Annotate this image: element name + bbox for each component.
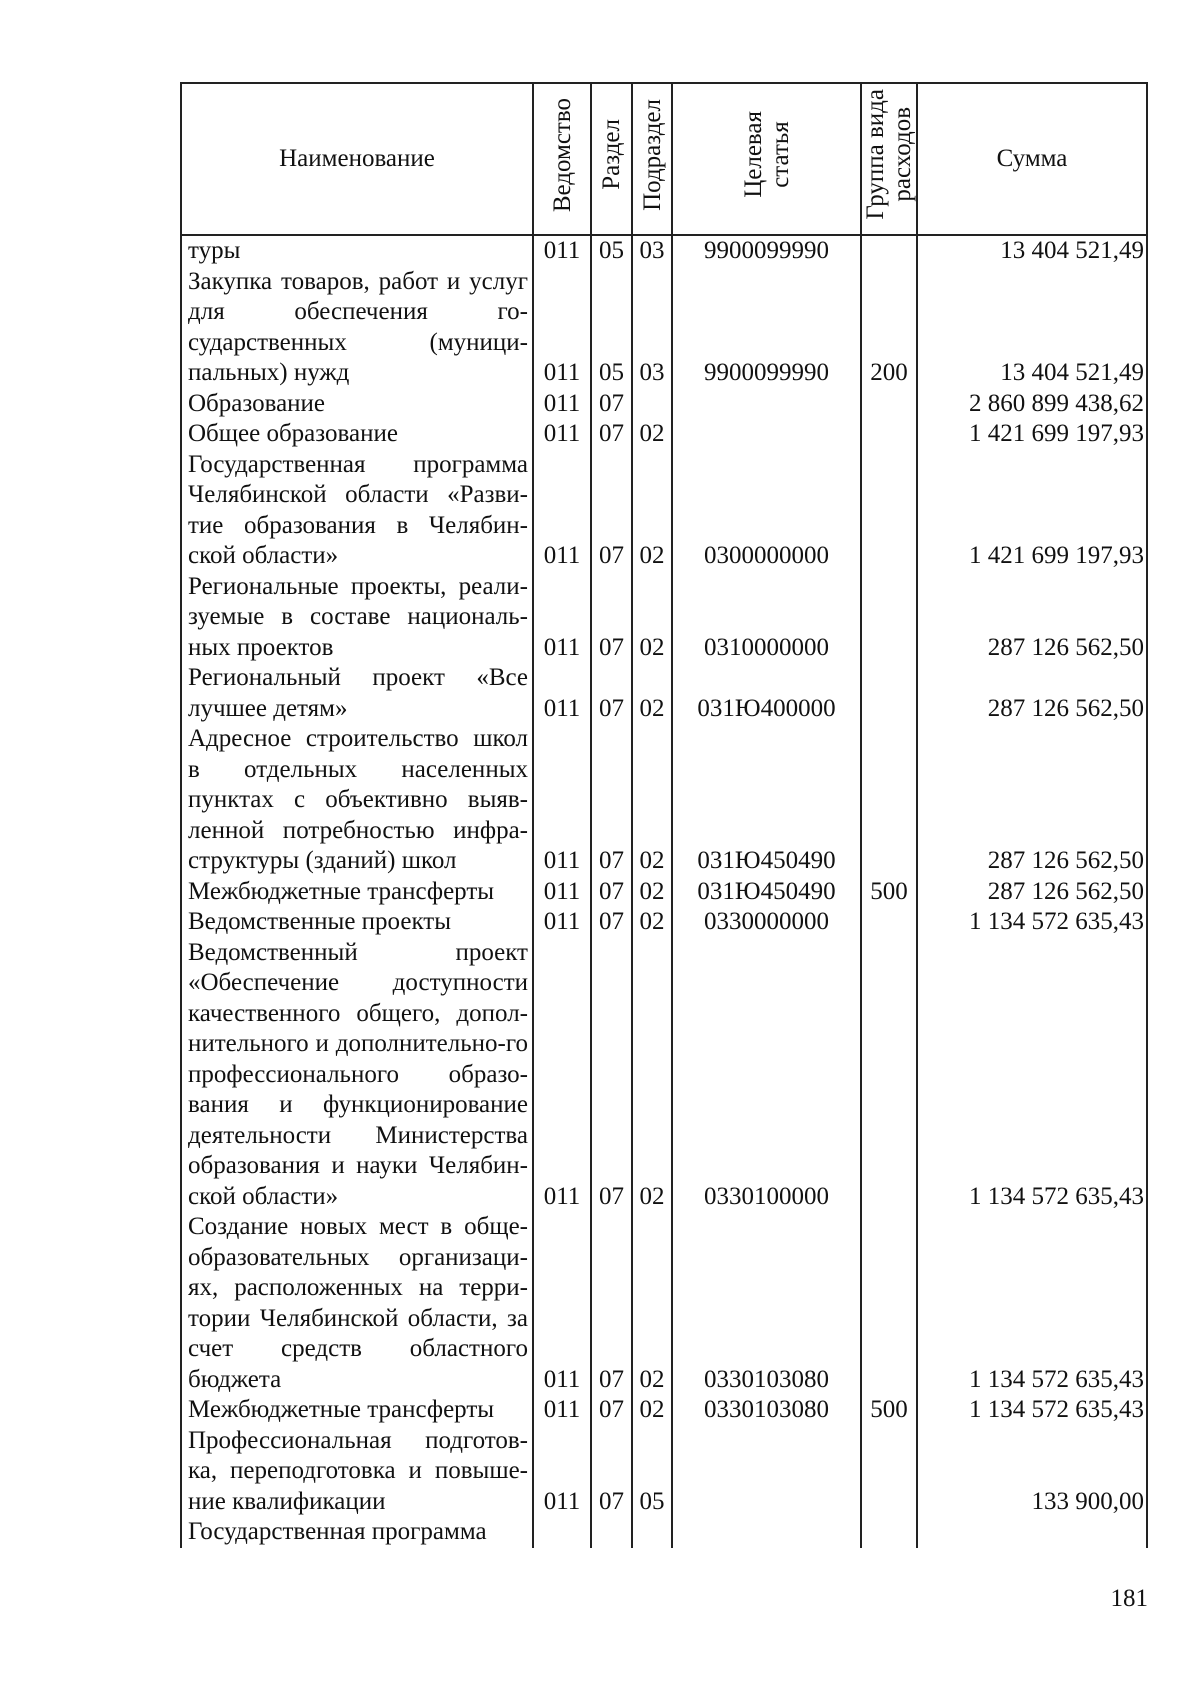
- table-body: [181, 235, 1147, 1548]
- header-gruppa-vida-raskhodov: Группа вида расходов: [861, 83, 917, 235]
- table-row: [181, 907, 1147, 938]
- cell-summa: 287 126 562,50: [917, 572, 1147, 664]
- cell-gruppa-vida-raskhodov: [861, 1517, 917, 1548]
- cell-name: Межбюджетные трансферты: [181, 1395, 533, 1426]
- cell-gruppa-vida-raskhodov: [861, 389, 917, 420]
- cell-celevaya-statya: 9900099990: [672, 267, 861, 389]
- table-row: [181, 1212, 1147, 1395]
- cell-gruppa-vida-raskhodov: [861, 907, 917, 938]
- cell-summa: 133 900,00: [917, 1426, 1147, 1518]
- cell-celevaya-statya: [672, 389, 861, 420]
- cell-celevaya-statya: 031Ю400000: [672, 663, 861, 724]
- header-summa: Сумма: [917, 83, 1147, 235]
- table-row: [181, 419, 1147, 450]
- cell-razdel: 07: [591, 724, 632, 877]
- cell-razdel: 07: [591, 1395, 632, 1426]
- header-vedomstvo: Ведомство: [533, 83, 591, 235]
- cell-razdel: 07: [591, 572, 632, 664]
- table-row: [181, 877, 1147, 908]
- cell-gruppa-vida-raskhodov: [861, 724, 917, 877]
- table-row: [181, 389, 1147, 420]
- cell-vedomstvo: 011: [533, 938, 591, 1213]
- cell-razdel: 07: [591, 938, 632, 1213]
- cell-gruppa-vida-raskhodov: [861, 450, 917, 572]
- cell-celevaya-statya: [672, 1426, 861, 1518]
- cell-gruppa-vida-raskhodov: 500: [861, 1395, 917, 1426]
- table-row: [181, 663, 1147, 724]
- cell-celevaya-statya: 0330103080: [672, 1395, 861, 1426]
- cell-podrazdel: 02: [632, 572, 672, 664]
- cell-vedomstvo: 011: [533, 267, 591, 389]
- cell-celevaya-statya: 0330100000: [672, 938, 861, 1213]
- table-row: [181, 450, 1147, 572]
- cell-vedomstvo: [533, 1517, 591, 1548]
- cell-podrazdel: 02: [632, 663, 672, 724]
- cell-celevaya-statya: 0310000000: [672, 572, 861, 664]
- cell-celevaya-statya: 0330103080: [672, 1212, 861, 1395]
- cell-podrazdel: 02: [632, 877, 672, 908]
- table-row: [181, 938, 1147, 1213]
- cell-summa: 1 421 699 197,93: [917, 450, 1147, 572]
- table-header-row: [181, 83, 1147, 235]
- cell-podrazdel: 02: [632, 724, 672, 877]
- cell-name: туры: [181, 235, 533, 267]
- cell-razdel: 05: [591, 267, 632, 389]
- cell-gruppa-vida-raskhodov: [861, 663, 917, 724]
- cell-razdel: 07: [591, 877, 632, 908]
- cell-summa: 1 134 572 635,43: [917, 1395, 1147, 1426]
- cell-podrazdel: [632, 389, 672, 420]
- cell-podrazdel: 05: [632, 1426, 672, 1518]
- cell-celevaya-statya: 0330000000: [672, 907, 861, 938]
- cell-razdel: 07: [591, 663, 632, 724]
- table-row: [181, 572, 1147, 664]
- table-row: [181, 1395, 1147, 1426]
- cell-name: Закупка товаров, работ и услуг для обеспечения го-сударственных (муници-пальных) нужд: [181, 267, 533, 389]
- cell-summa: [917, 1517, 1147, 1548]
- cell-name: Общее образование: [181, 419, 533, 450]
- page-number: 181: [1110, 1585, 1148, 1612]
- cell-summa: 2 860 899 438,62: [917, 389, 1147, 420]
- header-name: Наименование: [181, 83, 533, 235]
- cell-name: Профессиональная подготов-ка, переподготовка и повыше-ние квалификации: [181, 1426, 533, 1518]
- cell-celevaya-statya: 0300000000: [672, 450, 861, 572]
- cell-name: Образование: [181, 389, 533, 420]
- cell-vedomstvo: 011: [533, 1395, 591, 1426]
- cell-summa: 1 134 572 635,43: [917, 907, 1147, 938]
- cell-summa: 287 126 562,50: [917, 724, 1147, 877]
- cell-summa: 1 421 699 197,93: [917, 419, 1147, 450]
- header-razdel: Раздел: [591, 83, 632, 235]
- cell-name: Адресное строительство школ в отдельных населенных пунктах с объективно выяв-ленной потребностью инфра-структуры (зданий) школ: [181, 724, 533, 877]
- cell-celevaya-statya: 9900099990: [672, 235, 861, 267]
- cell-gruppa-vida-raskhodov: [861, 1212, 917, 1395]
- cell-podrazdel: 02: [632, 1212, 672, 1395]
- cell-name: Региональный проект «Все лучшее детям»: [181, 663, 533, 724]
- cell-gruppa-vida-raskhodov: [861, 235, 917, 267]
- cell-razdel: 05: [591, 235, 632, 267]
- cell-podrazdel: 02: [632, 419, 672, 450]
- cell-razdel: 07: [591, 450, 632, 572]
- cell-vedomstvo: 011: [533, 1426, 591, 1518]
- cell-celevaya-statya: 031Ю450490: [672, 877, 861, 908]
- cell-celevaya-statya: [672, 1517, 861, 1548]
- cell-gruppa-vida-raskhodov: [861, 1426, 917, 1518]
- cell-podrazdel: 02: [632, 450, 672, 572]
- cell-vedomstvo: 011: [533, 907, 591, 938]
- budget-table: [180, 82, 1148, 1548]
- cell-celevaya-statya: [672, 419, 861, 450]
- cell-razdel: 07: [591, 389, 632, 420]
- cell-razdel: 07: [591, 1212, 632, 1395]
- cell-gruppa-vida-raskhodov: [861, 938, 917, 1213]
- cell-vedomstvo: 011: [533, 877, 591, 908]
- cell-name: Ведомственный проект «Обеспечение доступности качественного общего, допол-нительного и дополнительно-го профессионального образо-вания и функционирование деятельности Министерства образования и науки Челябин-ской области»: [181, 938, 533, 1213]
- cell-podrazdel: 03: [632, 235, 672, 267]
- cell-vedomstvo: 011: [533, 663, 591, 724]
- cell-gruppa-vida-raskhodov: [861, 572, 917, 664]
- cell-gruppa-vida-raskhodov: [861, 419, 917, 450]
- table-row: [181, 267, 1147, 389]
- cell-summa: 13 404 521,49: [917, 267, 1147, 389]
- cell-razdel: 07: [591, 907, 632, 938]
- cell-summa: 287 126 562,50: [917, 877, 1147, 908]
- table-row: [181, 1517, 1147, 1548]
- table-row: [181, 235, 1147, 267]
- cell-razdel: 07: [591, 419, 632, 450]
- cell-name: Ведомственные проекты: [181, 907, 533, 938]
- cell-gruppa-vida-raskhodov: 200: [861, 267, 917, 389]
- cell-podrazdel: 03: [632, 267, 672, 389]
- cell-podrazdel: 02: [632, 938, 672, 1213]
- cell-name: Региональные проекты, реали-зуемые в составе националь-ных проектов: [181, 572, 533, 664]
- cell-summa: 287 126 562,50: [917, 663, 1147, 724]
- cell-name: Государственная программа: [181, 1517, 533, 1548]
- cell-name: Создание новых мест в обще-образовательных организаци-ях, расположенных на терри-тории Челябинской области, за счет средств областного бюджета: [181, 1212, 533, 1395]
- cell-vedomstvo: 011: [533, 450, 591, 572]
- cell-vedomstvo: 011: [533, 1212, 591, 1395]
- cell-vedomstvo: 011: [533, 389, 591, 420]
- cell-podrazdel: 02: [632, 907, 672, 938]
- table-row: [181, 724, 1147, 877]
- cell-razdel: 07: [591, 1426, 632, 1518]
- cell-vedomstvo: 011: [533, 724, 591, 877]
- cell-summa: 1 134 572 635,43: [917, 938, 1147, 1213]
- cell-gruppa-vida-raskhodov: 500: [861, 877, 917, 908]
- cell-podrazdel: [632, 1517, 672, 1548]
- header-celevaya-statya: Целевая статья: [672, 83, 861, 235]
- header-podrazdel: Подраздел: [632, 83, 672, 235]
- cell-vedomstvo: 011: [533, 235, 591, 267]
- cell-summa: 13 404 521,49: [917, 235, 1147, 267]
- cell-vedomstvo: 011: [533, 419, 591, 450]
- cell-podrazdel: 02: [632, 1395, 672, 1426]
- cell-celevaya-statya: 031Ю450490: [672, 724, 861, 877]
- cell-razdel: [591, 1517, 632, 1548]
- cell-name: Межбюджетные трансферты: [181, 877, 533, 908]
- cell-name: Государственная программа Челябинской области «Разви-тие образования в Челябин-ской области»: [181, 450, 533, 572]
- cell-summa: 1 134 572 635,43: [917, 1212, 1147, 1395]
- table-row: [181, 1426, 1147, 1518]
- cell-vedomstvo: 011: [533, 572, 591, 664]
